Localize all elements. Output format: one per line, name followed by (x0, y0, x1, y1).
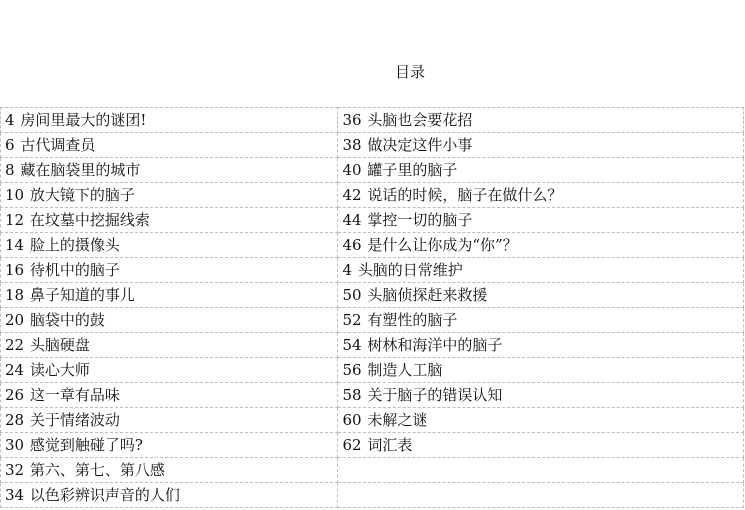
chapter-title: 做决定这件小事 (367, 136, 473, 154)
page-number: 12 (5, 211, 25, 229)
page-number: 62 (342, 436, 362, 454)
chapter-title: 古代调查员 (20, 136, 96, 154)
toc-row (1, 258, 744, 283)
page-number: 42 (342, 186, 362, 204)
page-number: 26 (5, 386, 25, 404)
chapter-title: 第六、第七、第八感 (29, 461, 165, 479)
page-number: 4 (5, 111, 15, 129)
page-number: 18 (5, 286, 25, 304)
toc-entry (338, 408, 744, 433)
chapter-title: 头脑硬盘 (29, 336, 90, 354)
toc-row (1, 183, 744, 208)
toc-entry (1, 283, 338, 308)
toc-row (1, 308, 744, 333)
chapter-title: 头脑的日常维护 (357, 261, 463, 279)
chapter-title: 鼻子知道的事儿 (29, 286, 135, 304)
chapter-title: 放大镜下的脑子 (29, 186, 135, 204)
toc-entry (1, 233, 338, 258)
toc-entry (338, 383, 744, 408)
page-number: 8 (5, 161, 15, 179)
toc-entry (1, 383, 338, 408)
toc-entry (338, 208, 744, 233)
toc-entry (1, 108, 338, 133)
chapter-title: 读心大师 (29, 361, 90, 379)
page-number: 30 (5, 436, 25, 454)
chapter-title: 制造人工脑 (367, 361, 443, 379)
toc-entry (1, 433, 338, 458)
toc-row (1, 333, 744, 358)
toc-entry (1, 358, 338, 383)
chapter-title: 词汇表 (367, 436, 413, 454)
toc-row (1, 358, 744, 383)
chapter-title: 树林和海洋中的脑子 (367, 336, 503, 354)
toc-entry (1, 408, 338, 433)
chapter-title: 头脑也会要花招 (367, 111, 473, 129)
toc-body (1, 108, 744, 508)
table-of-contents (0, 107, 744, 508)
chapter-title: 关于情绪波动 (29, 411, 120, 429)
page-number: 28 (5, 411, 25, 429)
page-number: 38 (342, 136, 362, 154)
page-title: 目录 (394, 63, 425, 81)
page-number: 54 (342, 336, 362, 354)
page-number: 52 (342, 311, 362, 329)
toc-entry (338, 358, 744, 383)
toc-entry (1, 258, 338, 283)
chapter-title: 这一章有品味 (29, 386, 120, 404)
page-number: 32 (5, 461, 25, 479)
page-number: 44 (342, 211, 362, 229)
toc-entry (1, 208, 338, 233)
page-number: 50 (342, 286, 362, 304)
page-number: 34 (5, 486, 25, 504)
page-number: 40 (342, 161, 362, 179)
toc-row (1, 133, 744, 158)
toc-entry (338, 133, 744, 158)
page-number: 20 (5, 311, 25, 329)
toc-row (1, 458, 744, 483)
toc-entry (338, 483, 744, 508)
toc-row (1, 383, 744, 408)
page-number: 24 (5, 361, 25, 379)
toc-entry (338, 183, 744, 208)
toc-entry (1, 308, 338, 333)
toc-entry (338, 308, 744, 333)
page-number: 22 (5, 336, 25, 354)
page-number: 10 (5, 186, 25, 204)
page-number: 16 (5, 261, 25, 279)
chapter-title: 是什么让你成为“你”？ (367, 236, 518, 254)
chapter-title: 掌控一切的脑子 (367, 211, 473, 229)
toc-entry (338, 233, 744, 258)
page-number: 46 (342, 236, 362, 254)
chapter-title: 房间里最大的谜团! (20, 111, 147, 129)
toc-row (1, 208, 744, 233)
toc-entry (338, 258, 744, 283)
toc-entry (338, 333, 744, 358)
page-number: 14 (5, 236, 25, 254)
toc-row (1, 108, 744, 133)
chapter-title: 在坟墓中挖掘线索 (29, 211, 150, 229)
toc-entry (338, 458, 744, 483)
page-number: 36 (342, 111, 362, 129)
chapter-title: 罐子里的脑子 (367, 161, 458, 179)
chapter-title: 头脑侦探赶来救援 (367, 286, 488, 304)
toc-row (1, 233, 744, 258)
toc-entry (338, 433, 744, 458)
page-number: 60 (342, 411, 362, 429)
page-number: 4 (342, 261, 352, 279)
chapter-title: 脸上的摄像头 (29, 236, 120, 254)
chapter-title: 感觉到触碰了吗? (29, 436, 143, 454)
chapter-title: 待机中的脑子 (29, 261, 120, 279)
chapter-title: 关于脑子的错误认知 (367, 386, 503, 404)
toc-entry (1, 158, 338, 183)
toc-row (1, 408, 744, 433)
page-number: 6 (5, 136, 15, 154)
toc-entry (1, 458, 338, 483)
toc-entry (1, 483, 338, 508)
toc-entry (338, 108, 744, 133)
toc-entry (338, 283, 744, 308)
toc-row (1, 433, 744, 458)
page-number: 56 (342, 361, 362, 379)
chapter-title: 脑袋中的鼓 (29, 311, 105, 329)
toc-entry (1, 133, 338, 158)
toc-row (1, 483, 744, 508)
chapter-title: 有塑性的脑子 (367, 311, 458, 329)
toc-entry (1, 183, 338, 208)
page-number: 58 (342, 386, 362, 404)
chapter-title: 以色彩辨识声音的人们 (29, 486, 180, 504)
chapter-title: 说话的时候，脑子在做什么？ (367, 186, 563, 204)
toc-row (1, 158, 744, 183)
toc-row (1, 283, 744, 308)
chapter-title: 未解之谜 (367, 411, 428, 429)
chapter-title: 藏在脑袋里的城市 (20, 161, 141, 179)
toc-entry (338, 158, 744, 183)
toc-entry (1, 333, 338, 358)
